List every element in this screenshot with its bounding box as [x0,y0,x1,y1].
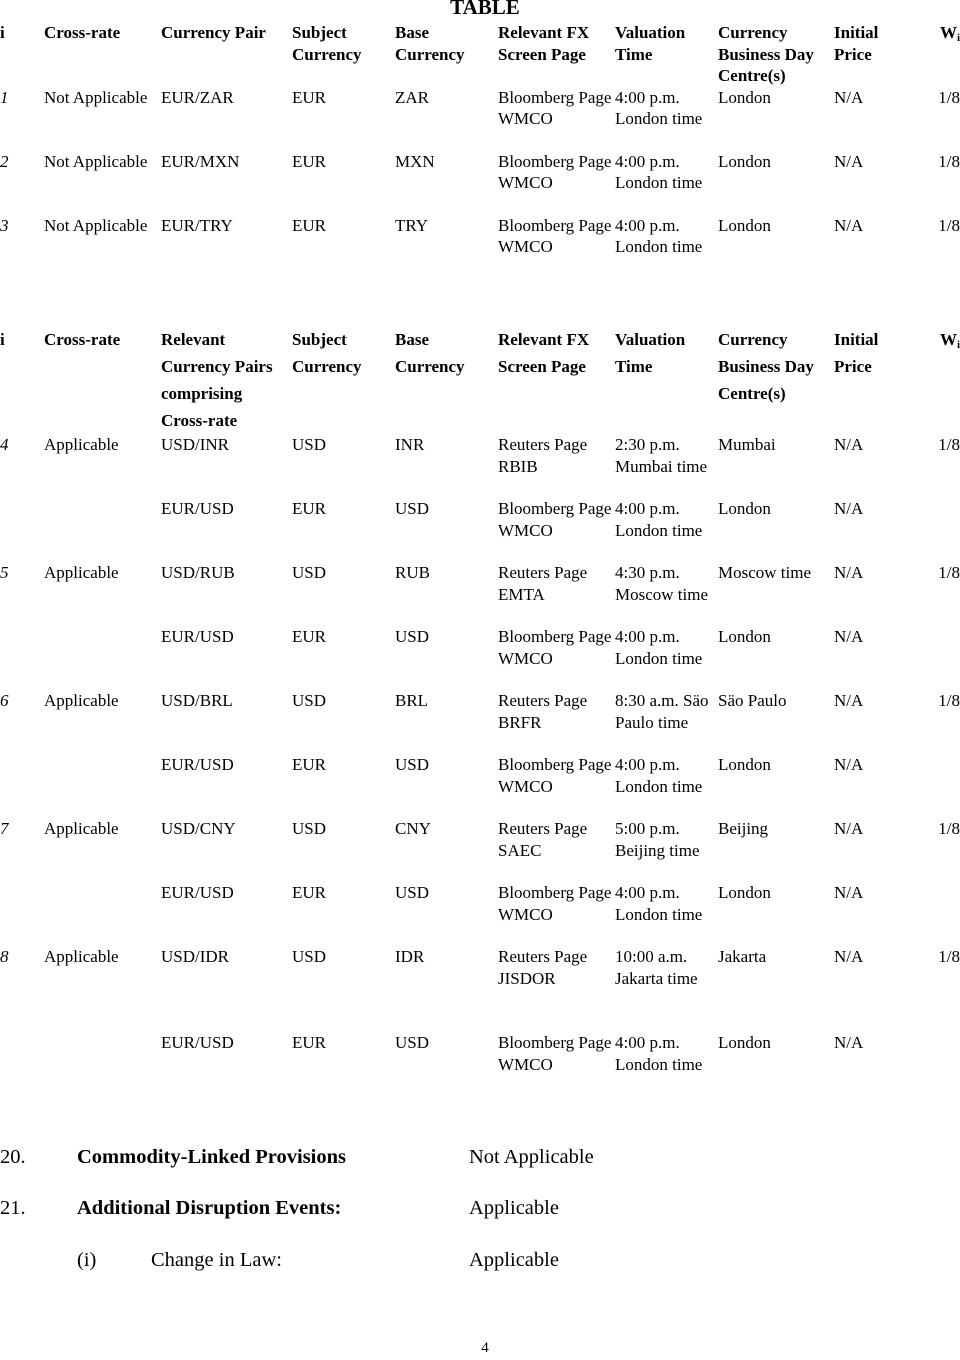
table-row [0,690,960,754]
initial-price-cell: N/A [834,819,864,838]
fx-screen-page-cell: Bloomberg Page WMCO [498,883,612,924]
cross-rate-cell: Applicable [44,563,119,582]
header-cross-rate: Cross-rate [44,330,121,349]
row-index [0,882,44,946]
fx-screen-page-cell: Bloomberg Page WMCO [498,87,612,128]
valuation-time-cell: 4:00 p.m. London time [615,883,703,924]
cross-rate-cell: Not Applicable [44,215,148,235]
cross-rate-cell: Not Applicable [44,151,148,171]
row-index: 3 [0,215,9,235]
valuation-time-cell: 4:00 p.m. London time [615,627,703,668]
currency-pair-cell: EUR/TRY [161,215,233,235]
table-row [0,882,960,946]
section-21-label: Additional Disruption Events: [77,1197,342,1219]
weight-cell [892,1032,960,1096]
row-index: 7 [0,819,9,838]
initial-price-cell: N/A [834,151,864,171]
business-day-centre-cell: Jakarta [718,947,767,966]
base-currency-cell: MXN [395,151,435,171]
fx-screen-page-cell: Reuters Page RBIB [498,435,588,476]
base-currency-cell: CNY [395,819,431,838]
subject-currency-cell: USD [292,563,327,582]
weight-cell: 1/8 [938,947,960,966]
subsection-i-value: Applicable [469,1249,559,1271]
weight-cell: 1/8 [938,87,960,107]
currency-pair-cell: USD/IDR [161,947,230,966]
currency-pair-cell: EUR/USD [161,1033,234,1052]
section-21-value: Applicable [469,1197,559,1219]
table-row [0,626,960,690]
valuation-time-cell: 4:30 p.m. Moscow time [615,563,709,604]
header-cross-rate: Cross-rate [44,23,121,42]
cross-rate-cell [44,498,161,562]
business-day-centre-cell: Säo Paulo [718,691,787,710]
initial-price-cell: N/A [834,947,864,966]
cross-rate-cell: Applicable [44,691,119,710]
weight-cell: 1/8 [938,691,960,710]
row-index [0,626,44,690]
currency-pair-cell: EUR/USD [161,755,234,774]
table-title: TABLE [450,0,520,19]
initial-price-cell: N/A [834,215,864,235]
base-currency-cell: USD [395,627,430,646]
cross-rate-cell: Not Applicable [44,87,148,107]
valuation-time-cell: 4:00 p.m. London time [615,1033,703,1074]
row-index: 5 [0,563,9,582]
fx-screen-page-cell: Bloomberg Page WMCO [498,215,612,256]
header-i: i [0,330,5,349]
table-row [0,215,960,279]
header-business-day-centre: Currency Business Day Centre(s) [718,330,814,403]
cross-rate-cell [44,1032,161,1096]
header-currency-pairs: Relevant Currency Pairs comprising Cross-rate [161,330,273,430]
currency-pair-cell: USD/CNY [161,819,236,838]
business-day-centre-cell: London [718,87,771,107]
valuation-time-cell: 5:00 p.m. Beijing time [615,819,700,860]
subject-currency-cell: USD [292,947,327,966]
fx-table-1 [0,22,960,279]
header-base-currency: Base Currency [395,330,465,376]
initial-price-cell: N/A [834,883,864,902]
valuation-time-cell: 4:00 p.m. London time [615,215,703,256]
weight-cell: 1/8 [938,819,960,838]
header-initial-price: Initial Price [834,23,879,64]
valuation-time-cell: 4:00 p.m. London time [615,755,703,796]
currency-pair-cell: EUR/USD [161,883,234,902]
initial-price-cell: N/A [834,627,864,646]
fx-screen-page-cell: Bloomberg Page WMCO [498,755,612,796]
initial-price-cell: N/A [834,563,864,582]
row-index: 1 [0,87,9,107]
currency-pair-cell: USD/BRL [161,691,233,710]
table-row [0,754,960,818]
section-20-label: Commodity-Linked Provisions [77,1146,347,1168]
table-row [0,87,960,151]
header-weight: Wi [939,330,960,351]
base-currency-cell: INR [395,435,425,454]
header-fx-screen-page: Relevant FX Screen Page [498,23,590,64]
row-index: 8 [0,947,9,966]
fx-table-2 [0,326,960,1096]
base-currency-cell: IDR [395,947,425,966]
business-day-centre-cell: London [718,627,771,646]
initial-price-cell: N/A [834,755,864,774]
header-subject-currency: Subject Currency [292,23,362,64]
weight-cell: 1/8 [938,563,960,582]
business-day-centre-cell: London [718,151,771,171]
subject-currency-cell: EUR [292,151,326,171]
business-day-centre-cell: London [718,883,771,902]
weight-cell [892,754,960,818]
currency-pair-cell: EUR/USD [161,499,234,518]
subsection-i-label: Change in Law: [151,1249,282,1271]
row-index: 2 [0,151,9,171]
table-header-row [0,22,960,87]
weight-cell: 1/8 [938,435,960,454]
header-initial-price: Initial Price [834,330,879,376]
subject-currency-cell: EUR [292,215,326,235]
fx-screen-page-cell: Reuters Page EMTA [498,563,588,604]
subsection-i-number: (i) [77,1249,97,1271]
currency-pair-cell: EUR/USD [161,627,234,646]
cross-rate-cell: Applicable [44,435,119,454]
table-row [0,818,960,882]
fx-screen-page-cell: Bloomberg Page WMCO [498,1033,612,1074]
weight-cell: 1/8 [938,215,960,235]
valuation-time-cell: 4:00 p.m. London time [615,499,703,540]
header-business-day-centre: Currency Business Day Centre(s) [718,23,814,85]
fx-screen-page-cell: Bloomberg Page WMCO [498,151,612,192]
business-day-centre-cell: London [718,1033,771,1052]
initial-price-cell: N/A [834,691,864,710]
table-row [0,498,960,562]
weight-cell [892,626,960,690]
fx-screen-page-cell: Reuters Page JISDOR [498,947,588,988]
base-currency-cell: ZAR [395,87,429,107]
valuation-time-cell: 4:00 p.m. London time [615,87,703,128]
header-currency-pair: Currency Pair [161,23,266,42]
subject-currency-cell: EUR [292,755,326,774]
initial-price-cell: N/A [834,1033,864,1052]
header-base-currency: Base Currency [395,23,465,64]
base-currency-cell: USD [395,755,430,774]
business-day-centre-cell: Moscow time [718,563,812,582]
subject-currency-cell: EUR [292,627,326,646]
subject-currency-cell: USD [292,819,327,838]
fx-screen-page-cell: Reuters Page SAEC [498,819,588,860]
page-number: 4 [481,1340,489,1356]
cross-rate-cell [44,626,161,690]
base-currency-cell: USD [395,1033,430,1052]
subject-currency-cell: USD [292,691,327,710]
business-day-centre-cell: London [718,755,771,774]
table-row [0,562,960,626]
row-index [0,1032,44,1096]
header-subject-currency: Subject Currency [292,330,362,376]
currency-pair-cell: USD/RUB [161,563,235,582]
table-row [0,151,960,215]
subject-currency-cell: EUR [292,1033,326,1052]
row-index: 6 [0,691,9,710]
subject-currency-cell: EUR [292,883,326,902]
table-row [0,434,960,498]
weight-cell: 1/8 [938,151,960,171]
business-day-centre-cell: Mumbai [718,435,776,454]
header-valuation-time: Valuation Time [615,330,686,376]
subject-currency-cell: EUR [292,87,326,107]
row-index [0,754,44,818]
cross-rate-cell [44,754,161,818]
base-currency-cell: TRY [395,215,429,235]
header-valuation-time: Valuation Time [615,23,686,64]
weight-cell [892,498,960,562]
currency-pair-cell: EUR/ZAR [161,87,234,107]
base-currency-cell: RUB [395,563,430,582]
initial-price-cell: N/A [834,435,864,454]
header-i: i [0,23,5,42]
fx-screen-page-cell: Bloomberg Page WMCO [498,499,612,540]
subject-currency-cell: USD [292,435,327,454]
subject-currency-cell: EUR [292,499,326,518]
base-currency-cell: BRL [395,691,429,710]
section-21-number: 21. [0,1197,26,1219]
fx-screen-page-cell: Bloomberg Page WMCO [498,627,612,668]
valuation-time-cell: 2:30 p.m. Mumbai time [615,435,708,476]
initial-price-cell: N/A [834,499,864,518]
section-20-number: 20. [0,1146,26,1168]
valuation-time-cell: 8:30 a.m. Säo Paulo time [615,691,709,732]
base-currency-cell: USD [395,499,430,518]
valuation-time-cell: 4:00 p.m. London time [615,151,703,192]
header-weight: Wi [939,23,960,44]
initial-price-cell: N/A [834,87,864,107]
cross-rate-cell [44,882,161,946]
cross-rate-cell: Applicable [44,819,119,838]
table-row [0,1032,960,1096]
fx-screen-page-cell: Reuters Page BRFR [498,691,588,732]
table-row [0,946,960,1032]
table-header-row [0,326,960,434]
business-day-centre-cell: London [718,215,771,235]
header-fx-screen-page: Relevant FX Screen Page [498,330,590,376]
row-index [0,498,44,562]
section-20-value: Not Applicable [469,1146,594,1168]
cross-rate-cell: Applicable [44,947,119,966]
currency-pair-cell: USD/INR [161,435,230,454]
business-day-centre-cell: Beijing [718,819,769,838]
row-index: 4 [0,435,9,454]
business-day-centre-cell: London [718,499,771,518]
weight-cell [892,882,960,946]
valuation-time-cell: 10:00 a.m. Jakarta time [615,947,698,988]
base-currency-cell: USD [395,883,430,902]
currency-pair-cell: EUR/MXN [161,151,240,171]
